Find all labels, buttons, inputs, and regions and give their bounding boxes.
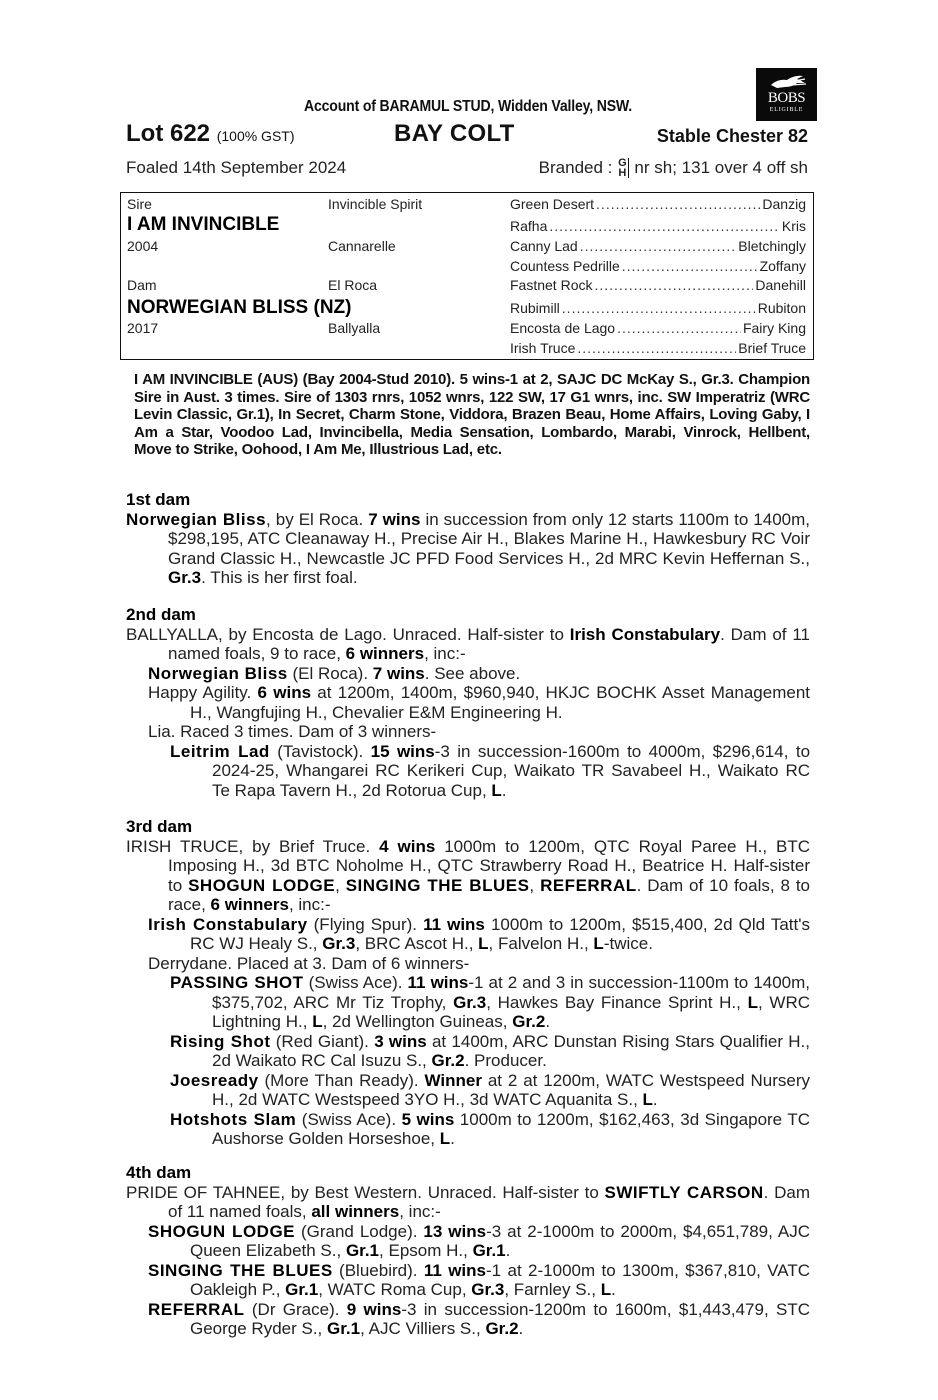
progeny-entry: Hotshots Slam (Swiss Ace). 5 wins 1000m to 1200m, $162,463, 3d Singapore TC Aushorse Golden Horseshoe, L. — [170, 1109, 810, 1148]
section-title: 2nd dam — [126, 605, 196, 624]
dam-sire: El Roca — [328, 277, 378, 293]
progeny-entry: Irish Constabulary (Flying Spur). 11 wins 1000m to 1200m, $515,400, 2d Qld Tatt's RC WJ Healy S., Gr.3, BRC Ascot H., L, Falvelon H., L-twice. — [148, 914, 810, 953]
lot-header — [126, 120, 810, 152]
progeny-entry: Lia. Raced 3 times. Dam of 3 winners- — [148, 722, 437, 741]
progeny-entry: Derrydane. Placed at 3. Dam of 6 winners- — [148, 953, 470, 973]
lot-number — [126, 120, 295, 148]
first-dam-section — [126, 490, 810, 588]
dam-label: Dam — [127, 277, 157, 293]
sire-name: I AM INVINCIBLE — [127, 214, 280, 235]
logo-text-bobs: BOBS — [767, 90, 806, 106]
dam-dam: Ballyalla — [328, 320, 381, 336]
sire-label: Sire — [127, 196, 152, 212]
sire-summary: I AM INVINCIBLE (AUS) (Bay 2004-Stud 2010). 5 wins-1 at 2, SAJC DC McKay S., Gr.3. Champion Sire in Aust. 3 times. Sire of 1303 rnrs, 1052 wnrs, 122 SW, 17 G1 wnrs, inc. SW Imperatriz (WRC Levin Classic, Gr.1), In Secret, Charm Stone, Viddora, Brazen Beau, Home Affairs, Loving Gaby, I Am a Star, Voodoo Lad, Invincibella, Media Sensation, Lombardo, Marabi, Vinrock, Hellbent, Move to Strike, Oohood, I Am Me, Illustrious Lad, etc. — [134, 371, 810, 458]
logo-text-eligible: ELIGIBLE — [769, 107, 804, 113]
fourth-dam-section — [126, 1163, 810, 1339]
foaled-date: Foaled 14th September 2024 — [126, 158, 347, 177]
ggp-row: Green Desert ..... Danzig — [510, 196, 806, 212]
branded-label: Branded : — [538, 158, 613, 177]
progeny-entry: Rising Shot (Red Giant). 3 wins at 1400m, ARC Dunstan Rising Stars Qualifier H., 2d Waikato RC Cal Isuzu S., Gr.2. Producer. — [170, 1031, 810, 1070]
brand-mark-icon: G H — [618, 157, 627, 179]
second-dam-section — [126, 605, 810, 800]
ggp-row: Encosta de Lago ..... Fairy King — [510, 320, 806, 336]
lot-label: Lot 622 — [126, 120, 211, 147]
third-dam-section — [126, 817, 810, 1149]
dam-record: BALLYALLA, by Encosta de Lago. Unraced. Half-sister to Irish Constabulary. Dam of 11 named foals, 9 to race, 6 winners, inc:- — [126, 624, 810, 663]
sire-dam: Cannarelle — [328, 238, 396, 254]
dam-name: NORWEGIAN BLISS (NZ) — [127, 297, 352, 318]
ggp-row: Fastnet Rock ..... Danehill — [510, 277, 806, 293]
branded-detail: nr sh; 131 over 4 off sh — [634, 158, 808, 177]
section-title: 1st dam — [126, 490, 191, 509]
dam-record: PRIDE OF TAHNEE, by Best Western. Unraced. Half-sister to SWIFTLY CARSON. Dam of 11 named foals, all winners, inc:- — [126, 1182, 810, 1221]
progeny-entry: Happy Agility. 6 wins at 1200m, 1400m, $960,940, HKJC BOCHK Asset Management H., Wangfujing H., Chevalier E&M Engineering H. — [148, 683, 810, 722]
branding — [539, 158, 808, 178]
ggp-row: Rubimill ..... Rubiton — [510, 300, 806, 316]
ggp-row: Canny Lad ..... Bletchingly — [510, 238, 806, 254]
progeny-entry: PASSING SHOT (Swiss Ace). 11 wins-1 at 2 and 3 in succession-1100m to 1400m, $375,702, ARC Mr Tiz Trophy, Gr.3, Hawkes Bay Finance Sprint H., L, WRC Lightning H., L, 2d Wellington Guineas, Gr.2. — [170, 973, 811, 1031]
progeny-entry: Norwegian Bliss (El Roca). 7 wins. See above. — [148, 663, 521, 683]
ggp-row: Rafha ..... Kris — [510, 218, 806, 234]
gst-note: (100% GST) — [216, 128, 295, 144]
vendor-account: Account of BARAMUL STUD, Widden Valley, NSW. — [304, 98, 632, 115]
horse-description: BAY COLT — [394, 120, 515, 147]
section-title: 4th dam — [126, 1163, 192, 1182]
progeny-entry: Joesready (More Than Ready). Winner at 2 at 1200m, WATC Westspeed Nursery H., 2d WATC Westspeed 3YO H., 3d WATC Aquanita S., L. — [170, 1070, 810, 1109]
dam-year: 2017 — [127, 320, 159, 336]
section-title: 3rd dam — [126, 817, 193, 836]
progeny-entry: REFERRAL (Dr Grace). 9 wins-3 in succession-1200m to 1600m, $1,443,479, STC George Ryder S., Gr.1, AJC Villiers S., Gr.2. — [148, 1299, 810, 1338]
sire-sire: Invincible Spirit — [328, 196, 423, 212]
progeny-entry: SINGING THE BLUES (Bluebird). 11 wins-1 at 2-1000m to 1300m, $367,810, VATC Oakleigh P., Gr.1, WATC Roma Cup, Gr.3, Farnley S., L. — [148, 1260, 810, 1299]
ggp-row: Countess Pedrille ..... Zoffany — [510, 258, 806, 274]
sire-year: 2004 — [127, 238, 159, 254]
pedigree-table — [120, 192, 814, 360]
progeny-entry: SHOGUN LODGE (Grand Lodge). 13 wins-3 at 2-1000m to 2000m, $4,651,789, AJC Queen Elizabeth S., Gr.1, Epsom H., Gr.1. — [148, 1221, 810, 1260]
progeny-entry: Leitrim Lad (Tavistock). 15 wins-3 in succession-1600m to 4000m, $296,614, to 2024-25, Whangarei RC Kerikeri Cup, Waikato TR Savabeel H., Waikato RC Te Rapa Tavern H., 2d Rotorua Cup, L. — [170, 741, 811, 800]
horse-head-icon — [767, 73, 807, 91]
dam-record: Norwegian Bliss, by El Roca. 7 wins in succession from only 12 starts 1100m to 1400m, $298,195, ATC Cleanaway H., Precise Air H., Blakes Marine H., Hawkesbury RC Voir Grand Classic H., Newcastle JC PFD Food Services H., 2d MRC Kevin Heffernan S., Gr.3. This is her first foal. — [126, 509, 810, 587]
ggp-row: Irish Truce ..... Brief Truce — [510, 340, 806, 356]
foaled-row — [126, 158, 810, 180]
dam-record: IRISH TRUCE, by Brief Truce. 4 wins 1000m to 1200m, QTC Royal Paree H., BTC Imposing H., 3d BTC Noholme H., QTC Strawberry Road H., Beatrice H. Half-sister to SHOGUN LODGE, SINGING THE BLUES, REFERRAL. Dam of 10 foals, 8 to race, 6 winners, inc:- — [126, 836, 811, 914]
stable-location: Stable Chester 82 — [656, 126, 808, 146]
